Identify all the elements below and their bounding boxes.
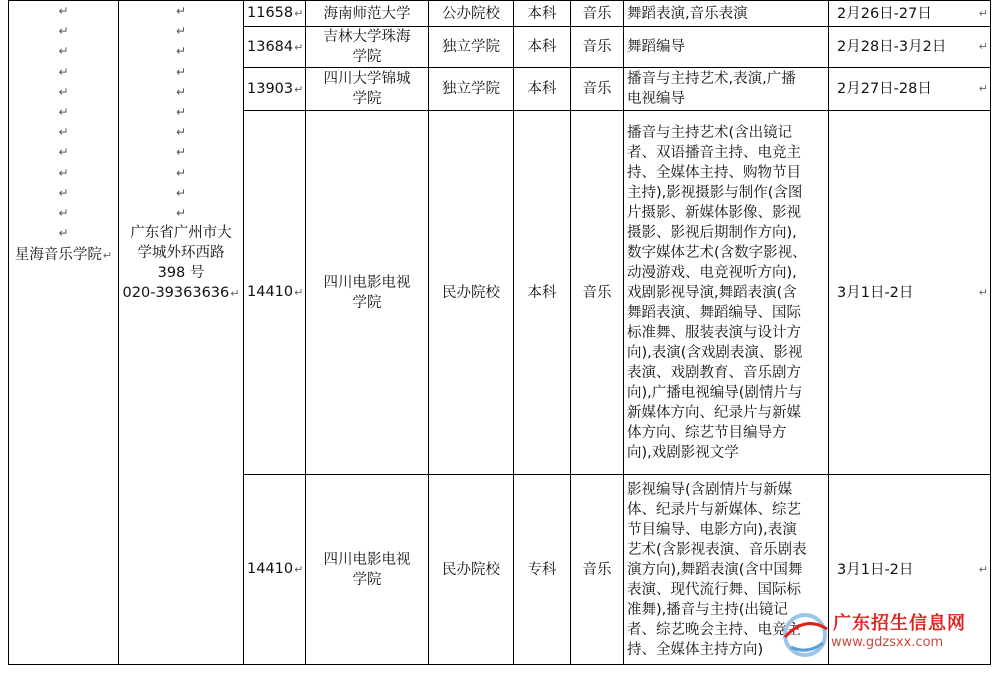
college-code: 14410: [247, 561, 294, 577]
host-school-cell: [9, 1, 119, 665]
watermark-url: www.gdzsxx.com: [831, 635, 944, 650]
paragraph-mark: ↵: [58, 185, 69, 200]
college-name-line: 学院: [352, 49, 382, 65]
exam-date-cell: [829, 1, 991, 27]
paragraph-mark: ↵: [58, 206, 69, 221]
major-line: 戏剧影视导演,舞蹈表演(含: [627, 284, 797, 301]
paragraph-mark: ↵: [175, 4, 187, 18]
paragraph-mark: ↵: [58, 145, 69, 160]
college-type: 独立学院: [442, 81, 500, 97]
education-level-cell: [514, 111, 571, 475]
paragraph-mark: ↵: [175, 185, 187, 200]
college-code-cell: [244, 475, 306, 665]
paragraph-mark: ↵: [175, 125, 187, 140]
major-line: 体、纪录片与新媒体、综艺: [627, 501, 801, 518]
exam-category: 音乐: [582, 561, 612, 578]
college-type: 独立学院: [442, 39, 500, 55]
major-line: 向),表演(含戏剧表演、影视: [627, 344, 803, 361]
paragraph-mark: ↵: [294, 82, 304, 96]
exam-date-cell: [829, 111, 991, 475]
exam-category: 音乐: [582, 39, 612, 55]
college-type-cell: [429, 68, 514, 111]
majors-cell: [624, 27, 829, 68]
major-line: 者、双语播音主持、电竞主: [627, 144, 801, 161]
major-line: 片摄影、新媒体影像、影视: [627, 204, 801, 221]
globe-logo-icon: [779, 607, 831, 659]
paragraph-mark: ↵: [58, 165, 69, 180]
paragraph-mark: ↵: [978, 285, 988, 299]
address-line: 020-39363636: [122, 285, 230, 302]
host-school-name: [12, 245, 115, 266]
paragraph-mark: ↵: [175, 84, 187, 99]
major-line: 摄影、影视后期制作方向),: [627, 224, 797, 241]
paragraph-mark: ↵: [294, 563, 304, 576]
major-line: 新媒体方向、纪录片与新媒: [627, 404, 801, 421]
college-name-line: 四川大学锦城: [323, 71, 411, 87]
college-name-cell: [306, 1, 429, 27]
paragraph-mark: ↵: [102, 249, 113, 263]
college-type-cell: [429, 1, 514, 27]
exam-category: 音乐: [582, 284, 612, 301]
paragraph-marks-column: [122, 1, 240, 223]
college-type: 民办院校: [442, 561, 500, 578]
major-line: 播音与主持艺术(含出镜记: [627, 124, 793, 141]
major-line: 持、全媒体主持、购物节目: [627, 164, 801, 181]
major-line: 舞蹈表演,音乐表演: [627, 5, 748, 22]
major-line: 动漫游戏、电竞视听方向),: [627, 264, 797, 281]
paragraph-mark: ↵: [175, 44, 187, 59]
paragraph-mark: ↵: [175, 145, 187, 160]
college-code-cell: [244, 27, 306, 68]
paragraph-mark: ↵: [58, 125, 69, 140]
exam-date: 2月27日-28日: [837, 81, 932, 97]
major-line: 标准舞、服装表演与设计方: [627, 324, 801, 341]
paragraph-mark: ↵: [978, 6, 988, 20]
education-level: 本科: [527, 81, 557, 97]
category-cell: [571, 68, 624, 111]
host-school-name-text: 星海音乐学院: [14, 247, 102, 264]
college-name-cell: [306, 27, 429, 68]
paragraph-mark: ↵: [58, 226, 69, 241]
paragraph-mark: ↵: [175, 165, 187, 180]
exam-date: 3月1日-2日: [837, 561, 914, 578]
college-name-cell: [306, 68, 429, 111]
paragraph-mark: ↵: [294, 40, 304, 54]
education-level-cell: [514, 475, 571, 665]
paragraph-mark: ↵: [58, 84, 69, 99]
college-code: 13903: [247, 80, 294, 97]
education-level: 本科: [527, 284, 557, 301]
major-line: 向),戏剧影视文学: [627, 444, 739, 461]
category-cell: [571, 111, 624, 475]
exam-date: 3月1日-2日: [837, 284, 914, 301]
college-name-line: 吉林大学珠海: [323, 29, 411, 45]
paragraph-mark: ↵: [58, 4, 69, 18]
paragraph-mark: ↵: [175, 206, 187, 221]
college-code-cell: [244, 1, 306, 27]
major-line: 准舞),播音与主持(出镜记: [627, 601, 788, 618]
education-level: 专科: [527, 561, 557, 578]
college-type: 公办院校: [442, 5, 500, 22]
admission-table: [8, 0, 991, 665]
exam-date: 2月28日-3月2日: [837, 39, 947, 55]
education-level-cell: [514, 27, 571, 68]
paragraph-mark: ↵: [58, 44, 69, 59]
major-line: 节目编导、电影方向),表演: [627, 521, 797, 538]
paragraph-mark: ↵: [978, 82, 988, 95]
major-line: 数字媒体艺术(含数字影视、: [627, 244, 807, 261]
major-line: 演方向),舞蹈表演(含中国舞: [627, 561, 803, 578]
college-type: 民办院校: [442, 284, 500, 301]
paragraph-mark: ↵: [175, 24, 187, 39]
major-line: 电视编导: [627, 91, 685, 107]
college-type-cell: [429, 475, 514, 665]
major-line: 艺术(含影视表演、音乐剧表: [627, 541, 807, 558]
major-line: 持、全媒体主持方向): [627, 641, 764, 658]
majors-cell: [624, 68, 829, 111]
major-line: 舞蹈表演、舞蹈编导、国际: [627, 304, 801, 321]
majors-cell: [624, 111, 829, 475]
paragraph-marks-column: [12, 1, 115, 243]
watermark-logo: [779, 607, 979, 659]
college-code: 14410: [247, 284, 294, 300]
exam-date-cell: [829, 68, 991, 111]
paragraph-mark: ↵: [294, 286, 304, 299]
major-line: 体方向、综艺节目编导方: [627, 424, 787, 441]
education-level-cell: [514, 68, 571, 111]
address-line: 学城外环西路: [137, 245, 225, 262]
education-level: 本科: [527, 39, 557, 55]
exam-date: 2月26日-27日: [837, 5, 932, 22]
exam-category: 音乐: [582, 81, 612, 97]
paragraph-mark: ↵: [978, 562, 988, 576]
college-name-line: 四川电影电视: [323, 274, 411, 291]
host-address-cell: [119, 1, 244, 665]
address-line: 广东省广州市大: [130, 225, 232, 242]
college-code: 11658: [247, 5, 294, 21]
watermark-title: 广东招生信息网: [833, 613, 966, 634]
address-line: 398 号: [157, 265, 205, 282]
paragraph-mark: ↵: [175, 105, 187, 120]
major-line: 向),广播电视编导(剧情片与: [627, 384, 803, 401]
education-level: 本科: [527, 5, 557, 22]
paragraph-mark: ↵: [175, 64, 187, 79]
paragraph-mark: ↵: [58, 64, 69, 79]
major-line: 表演、现代流行舞、国际标: [627, 581, 801, 598]
college-name-line: 学院: [352, 294, 382, 311]
major-line: 者、综艺晚会主持、电竞主: [627, 621, 801, 638]
paragraph-mark: ↵: [230, 287, 240, 301]
college-code-cell: [244, 68, 306, 111]
major-line: 影视编导(含剧情片与新媒: [627, 481, 793, 498]
majors-cell: [624, 1, 829, 27]
college-name-line: 学院: [352, 91, 382, 107]
exam-category: 音乐: [582, 5, 612, 22]
college-name-cell: [306, 111, 429, 475]
college-name-line: 四川电影电视: [323, 551, 411, 568]
exam-date-cell: [829, 27, 991, 68]
major-line: 舞蹈编导: [627, 39, 685, 55]
category-cell: [571, 475, 624, 665]
table-row: [9, 1, 991, 27]
host-address: [122, 223, 240, 304]
paragraph-mark: ↵: [58, 24, 69, 39]
college-code-cell: [244, 111, 306, 475]
college-name-line: 学院: [352, 571, 382, 588]
college-code: 13684: [247, 38, 294, 55]
category-cell: [571, 1, 624, 27]
education-level-cell: [514, 1, 571, 27]
paragraph-mark: ↵: [294, 7, 304, 20]
college-name-line: 海南师范大学: [323, 5, 411, 22]
college-type-cell: [429, 27, 514, 68]
major-line: 播音与主持艺术,表演,广播: [627, 71, 796, 87]
paragraph-mark: ↵: [58, 105, 69, 120]
college-name-cell: [306, 475, 429, 665]
paragraph-mark: ↵: [978, 40, 988, 53]
college-type-cell: [429, 111, 514, 475]
major-line: 主持),影视摄影与制作(含图: [627, 184, 803, 201]
category-cell: [571, 27, 624, 68]
major-line: 表演、戏剧教育、音乐剧方: [627, 364, 801, 381]
